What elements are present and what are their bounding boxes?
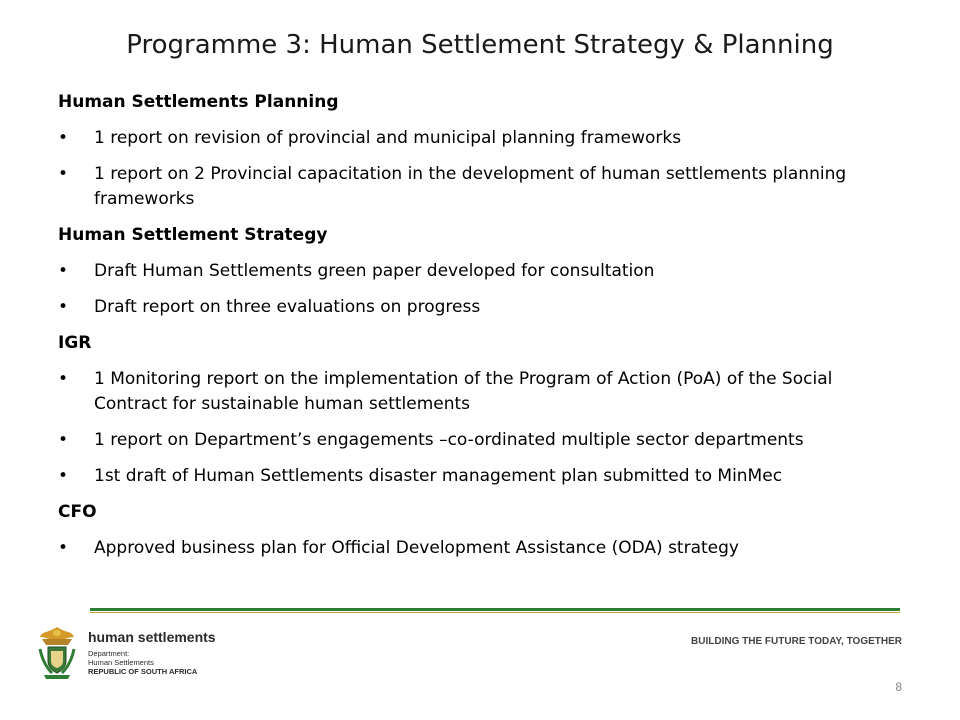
section-igr <box>58 331 908 489</box>
section-planning <box>58 90 908 212</box>
list-item-text: Approved business plan for Official Development Assistance (ODA) strategy <box>94 538 739 558</box>
list-item <box>58 428 908 453</box>
bullet: • <box>58 369 69 389</box>
list-item-text: Draft Human Settlements green paper developed for consultation <box>94 261 655 281</box>
section-strategy <box>58 223 908 320</box>
bullet: • <box>58 538 69 558</box>
department-line: Human Settlements <box>88 658 154 667</box>
coat-of-arms-icon <box>36 625 78 681</box>
footer-rule-green <box>90 608 900 611</box>
bullet-list <box>58 259 908 320</box>
bullet: • <box>58 261 69 281</box>
department-name: human settlements <box>88 629 216 645</box>
bullet: • <box>58 164 69 184</box>
footer-rule-gold <box>90 612 900 613</box>
department-line: Department: <box>88 649 130 658</box>
bullet: • <box>58 466 69 486</box>
list-item <box>58 464 908 489</box>
section-heading: IGR <box>58 333 92 353</box>
list-item-text: Draft report on three evaluations on progress <box>94 297 481 317</box>
list-item-text: 1 Monitoring report on the implementation of the Program of Action (PoA) of the Social Contract for sustainable human settlements <box>94 369 833 414</box>
bullet-list <box>58 536 908 561</box>
department-logo <box>36 625 236 685</box>
list-item <box>58 126 908 151</box>
bullet: • <box>58 128 69 148</box>
list-item-text: 1st draft of Human Settlements disaster management plan submitted to MinMec <box>94 466 783 486</box>
list-item-text: 1 report on revision of provincial and municipal planning frameworks <box>94 128 682 148</box>
department-subtitle <box>88 649 197 676</box>
section-cfo <box>58 500 908 561</box>
list-item <box>58 295 908 320</box>
list-item-text: 1 report on Department’s engagements –co-ordinated multiple sector departments <box>94 430 804 450</box>
bullet: • <box>58 430 69 450</box>
section-heading: Human Settlement Strategy <box>58 225 328 245</box>
section-heading: Human Settlements Planning <box>58 92 339 112</box>
page-number: 8 <box>895 680 902 694</box>
footer-slogan: BUILDING THE FUTURE TODAY, TOGETHER <box>691 636 902 647</box>
department-line: REPUBLIC OF SOUTH AFRICA <box>88 667 198 676</box>
bullet: • <box>58 297 69 317</box>
list-item <box>58 259 908 284</box>
list-item-text: 1 report on 2 Provincial capacitation in the development of human settlements planning frameworks <box>94 164 847 209</box>
content-area <box>58 90 908 572</box>
slide-title: Programme 3: Human Settlement Strategy & Planning <box>126 30 834 60</box>
bullet-list <box>58 367 908 489</box>
list-item <box>58 367 908 417</box>
section-heading: CFO <box>58 502 97 522</box>
bullet-list <box>58 126 908 212</box>
list-item <box>58 162 908 212</box>
list-item <box>58 536 908 561</box>
